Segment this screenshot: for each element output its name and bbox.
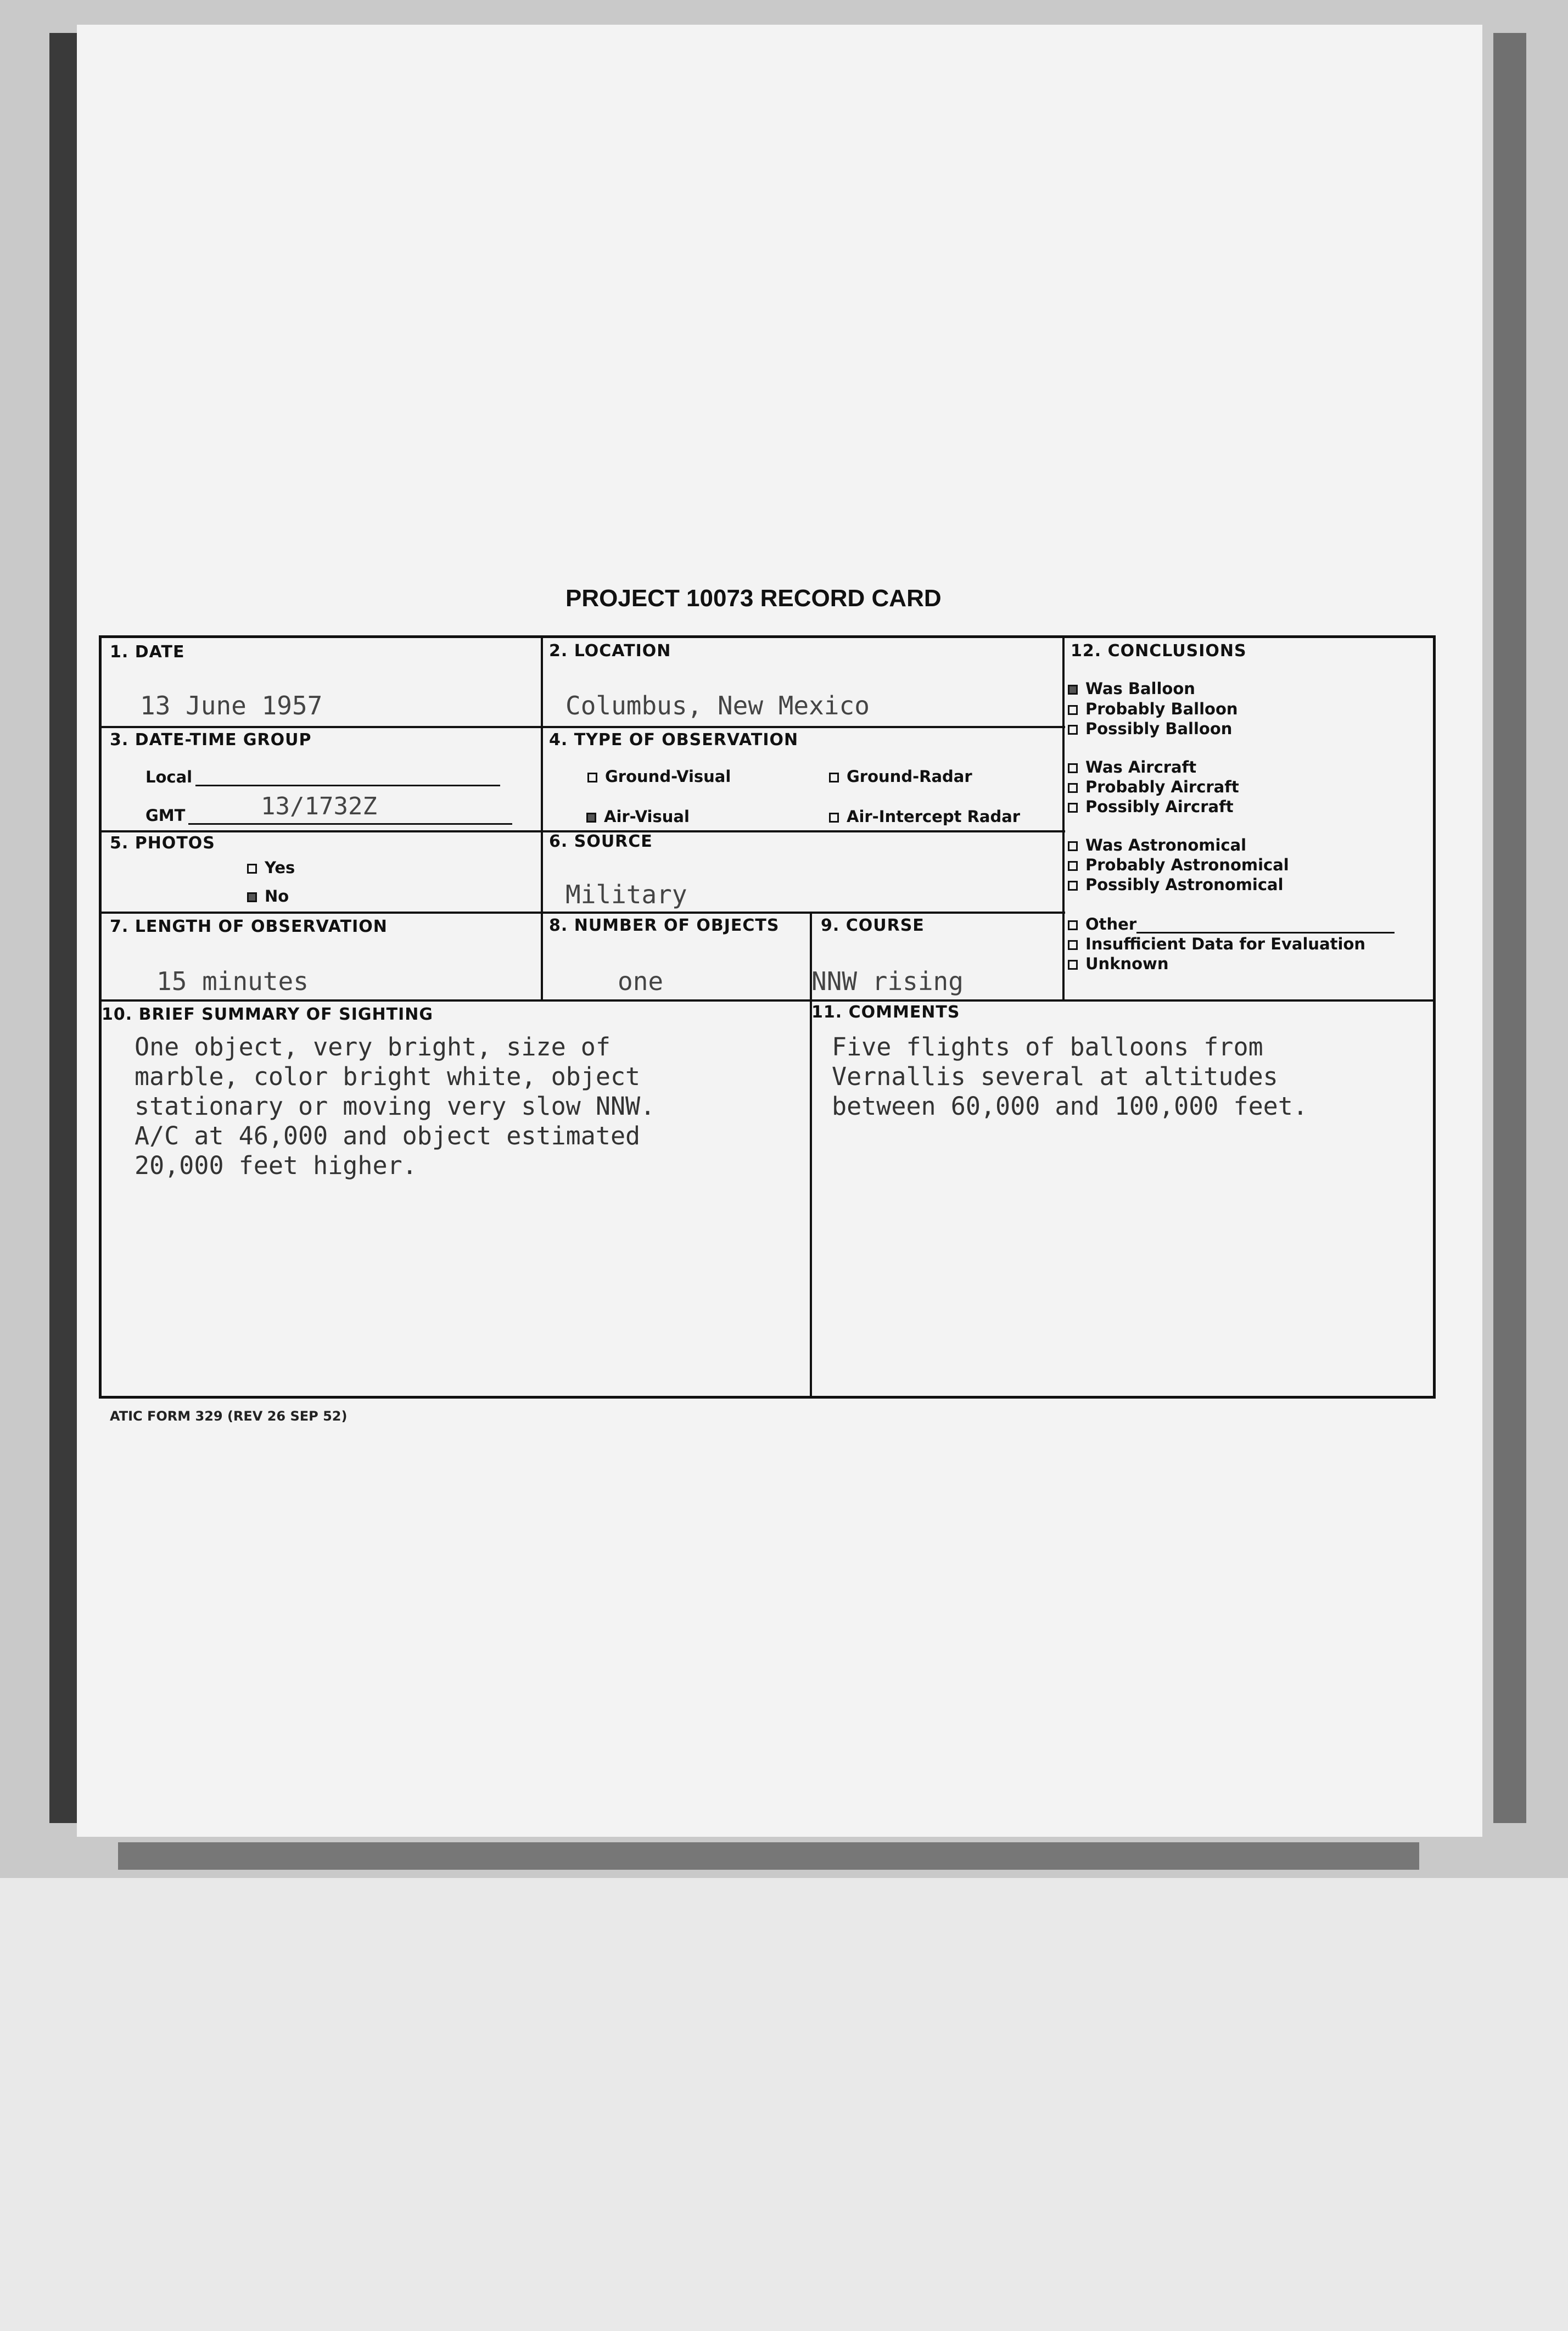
comments-label: 11. COMMENTS (811, 1003, 960, 1022)
type-obs-ground-visual (587, 767, 731, 786)
ground-radar-label: Ground-Radar (847, 767, 972, 786)
was-astronomical-checkbox (1068, 841, 1078, 851)
source-label: 6. SOURCE (549, 832, 653, 851)
date-value: 13 June 1957 (140, 691, 323, 720)
conclusion-probably-astronomical (1068, 856, 1289, 874)
possibly-balloon-checkbox (1068, 725, 1078, 735)
dtg-local-blank (195, 785, 500, 786)
probably-aircraft-label: Probably Aircraft (1085, 778, 1239, 796)
insufficient-data-checkbox (1068, 940, 1078, 950)
summary-line: One object, very bright, size of (135, 1032, 611, 1061)
unknown-label: Unknown (1085, 954, 1169, 973)
other-blank (1136, 932, 1395, 933)
possibly-aircraft-label: Possibly Aircraft (1085, 797, 1234, 816)
dtg-local (145, 768, 500, 786)
possibly-astronomical-label: Possibly Astronomical (1085, 875, 1284, 894)
was-aircraft-label: Was Aircraft (1085, 758, 1197, 776)
ground-radar-checkbox (829, 773, 839, 782)
was-balloon-checkbox (1068, 685, 1078, 695)
rule-row1 (102, 726, 1065, 728)
summary-label: 10. BRIEF SUMMARY OF SIGHTING (102, 1005, 433, 1024)
type-obs-air-intercept-radar (829, 807, 1020, 826)
dtg-label: 3. DATE-TIME GROUP (110, 730, 312, 750)
rule-col1 (541, 638, 543, 999)
was-aircraft-checkbox (1068, 763, 1078, 773)
possibly-astronomical-checkbox (1068, 881, 1078, 891)
photos-no-label: No (265, 887, 289, 905)
conclusion-insufficient-data (1068, 935, 1365, 953)
conclusion-possibly-balloon (1068, 719, 1232, 738)
film-shadow-bottom (118, 1842, 1419, 1870)
photos-yes-label: Yes (265, 858, 295, 877)
conclusion-probably-aircraft (1068, 778, 1239, 796)
source-value: Military (565, 880, 687, 909)
dtg-gmt-value: 13/1732Z (261, 792, 377, 820)
conclusion-possibly-astronomical (1068, 875, 1284, 894)
course-label: 9. COURSE (821, 916, 925, 935)
type-obs-air-visual (586, 807, 690, 826)
length-value: 15 minutes (156, 966, 309, 996)
photos-yes (247, 858, 295, 877)
conclusion-other (1068, 915, 1395, 933)
photos-no-checkbox (247, 892, 257, 902)
date-label: 1. DATE (110, 642, 185, 662)
comments-line: Five flights of balloons from (832, 1032, 1263, 1061)
photos-label: 5. PHOTOS (110, 834, 215, 853)
unknown-checkbox (1068, 960, 1078, 970)
dtg-local-label: Local (145, 768, 193, 786)
was-balloon-label: Was Balloon (1085, 679, 1195, 698)
location-label: 2. LOCATION (549, 641, 671, 661)
film-lower-area (0, 1878, 1568, 2331)
probably-aircraft-checkbox (1068, 783, 1078, 793)
possibly-aircraft-checkbox (1068, 803, 1078, 813)
dtg-gmt-blank (188, 823, 512, 825)
rule-row4 (102, 999, 1433, 1002)
comments-line: Vernallis several at altitudes (832, 1062, 1278, 1091)
conclusion-was-balloon (1068, 679, 1195, 698)
probably-balloon-label: Probably Balloon (1085, 700, 1238, 718)
conclusion-possibly-aircraft (1068, 797, 1234, 816)
type-obs-label: 4. TYPE OF OBSERVATION (549, 730, 799, 750)
comments-line: between 60,000 and 100,000 feet. (832, 1092, 1308, 1121)
probably-astronomical-label: Probably Astronomical (1085, 856, 1289, 874)
location-value: Columbus, New Mexico (565, 691, 870, 720)
length-label: 7. LENGTH OF OBSERVATION (110, 917, 388, 936)
dtg-gmt-label: GMT (145, 806, 186, 825)
ground-visual-label: Ground-Visual (605, 767, 731, 786)
conclusion-unknown (1068, 954, 1169, 973)
air-intercept-radar-checkbox (829, 813, 839, 823)
other-checkbox (1068, 920, 1078, 930)
was-astronomical-label: Was Astronomical (1085, 836, 1247, 854)
other-label: Other (1085, 915, 1137, 933)
summary-line: 20,000 feet higher. (135, 1151, 417, 1180)
conclusion-was-astronomical (1068, 836, 1246, 854)
photos-yes-checkbox (247, 864, 257, 874)
course-value: NNW rising (811, 966, 964, 996)
comments-text (832, 1032, 1308, 1121)
summary-line: marble, color bright white, object (135, 1062, 641, 1091)
form-footer: ATIC FORM 329 (REV 26 SEP 52) (110, 1408, 348, 1424)
summary-line: A/C at 46,000 and object estimated (135, 1121, 641, 1150)
possibly-balloon-label: Possibly Balloon (1085, 719, 1233, 738)
rule-col3 (1062, 638, 1065, 999)
conclusion-probably-balloon (1068, 700, 1238, 718)
air-visual-label: Air-Visual (604, 807, 690, 826)
summary-line: stationary or moving very slow NNW. (135, 1092, 656, 1121)
air-visual-checkbox (586, 813, 596, 823)
rule-row3 (102, 912, 1065, 914)
summary-text (135, 1032, 655, 1181)
film-shadow-right (1493, 33, 1526, 1823)
probably-astronomical-checkbox (1068, 861, 1078, 871)
card-title: PROJECT 10073 RECORD CARD (565, 585, 942, 612)
conclusion-was-aircraft (1068, 758, 1196, 776)
air-intercept-radar-label: Air-Intercept Radar (847, 807, 1021, 826)
num-objects-label: 8. NUMBER OF OBJECTS (549, 916, 780, 935)
num-objects-value: one (618, 966, 664, 996)
type-obs-ground-radar (829, 767, 972, 786)
conclusions-label: 12. CONCLUSIONS (1071, 641, 1247, 661)
ground-visual-checkbox (587, 773, 597, 782)
probably-balloon-checkbox (1068, 705, 1078, 715)
photos-no (247, 887, 289, 905)
insufficient-data-label: Insufficient Data for Evaluation (1085, 935, 1366, 953)
